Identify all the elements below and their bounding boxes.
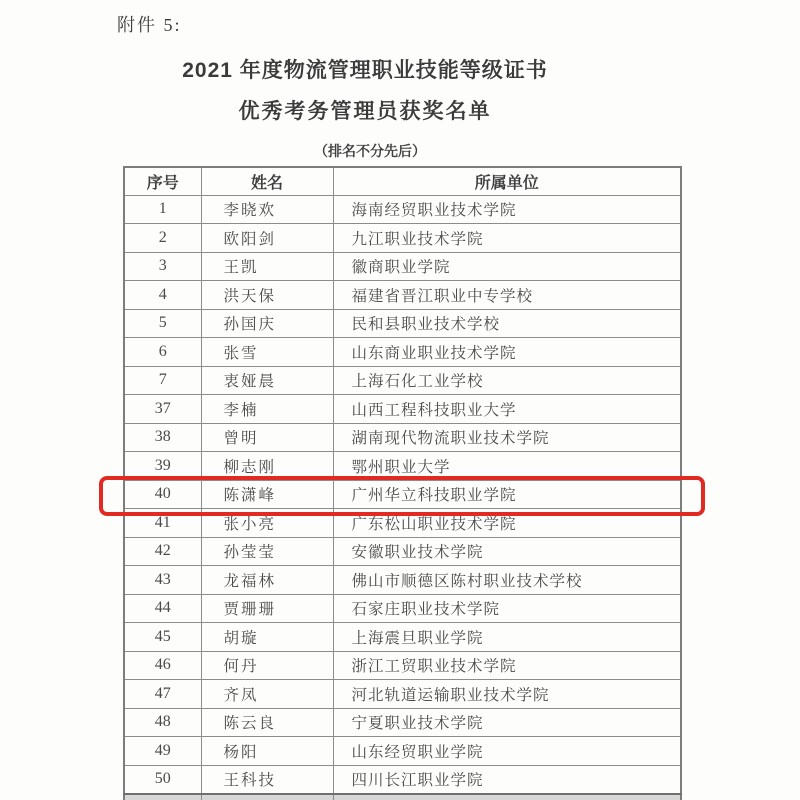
cell-unit: 山东商业职业技术学院 — [333, 338, 681, 367]
cell-number: 44 — [124, 594, 201, 623]
cell-number: 37 — [124, 395, 201, 424]
cell-number: 41 — [124, 509, 201, 538]
cell-number: 4 — [124, 281, 201, 310]
cell-name: 李晓欢 — [201, 195, 333, 224]
cell-name: 衷娅晨 — [201, 366, 333, 395]
table-row — [124, 566, 681, 595]
table-header-row — [124, 167, 681, 195]
cell-unit: 民和县职业技术学校 — [333, 309, 681, 338]
cell-unit: 鄂州职业大学 — [333, 452, 681, 481]
cell-unit: 浙江工贸职业技术学院 — [333, 651, 681, 680]
cell-name: 孙国庆 — [201, 309, 333, 338]
table-row-highlighted — [124, 480, 681, 509]
cell-name: 胡璇 — [201, 623, 333, 652]
ranking-note: （排名不分先后） — [314, 143, 426, 159]
cell-unit: 上海震旦职业学院 — [333, 623, 681, 652]
cell-unit: 上海石化工业学校 — [333, 366, 681, 395]
table-row — [124, 252, 681, 281]
table-row — [124, 281, 681, 310]
cell-unit: 安徽职业技术学院 — [333, 537, 681, 566]
cell-unit: 九江职业技术学院 — [333, 224, 681, 253]
cell-name: 贾珊珊 — [201, 594, 333, 623]
cell-unit: 宁夏职业技术学院 — [333, 708, 681, 737]
cell-name: 张雪 — [201, 338, 333, 367]
cell-name: 曾明 — [201, 423, 333, 452]
cell-name: 杨阳 — [201, 737, 333, 766]
cell-number: 50 — [124, 765, 201, 794]
clipped-cell — [124, 794, 201, 800]
cell-unit: 福建省晋江职业中专学校 — [333, 281, 681, 310]
cell-name: 齐凤 — [201, 680, 333, 709]
cell-name: 陈潇峰 — [201, 480, 333, 509]
table-row — [124, 680, 681, 709]
table-row — [124, 708, 681, 737]
cell-number: 43 — [124, 566, 201, 595]
cell-unit: 徽商职业学院 — [333, 252, 681, 281]
table-row — [124, 338, 681, 367]
cell-number: 39 — [124, 452, 201, 481]
clipped-next-row — [124, 794, 681, 800]
cell-unit: 河北轨道运输职业技术学院 — [333, 680, 681, 709]
attachment-label: 附件 5: — [117, 15, 182, 35]
table-row — [124, 737, 681, 766]
table-row — [124, 423, 681, 452]
cell-name: 何丹 — [201, 651, 333, 680]
cell-name: 孙莹莹 — [201, 537, 333, 566]
cell-number: 2 — [124, 224, 201, 253]
document-title: 2021 年度物流管理职业技能等级证书 — [182, 59, 548, 82]
cell-unit: 湖南现代物流职业技术学院 — [333, 423, 681, 452]
column-header-name: 姓名 — [201, 167, 333, 195]
cell-number: 1 — [124, 195, 201, 224]
cell-number: 48 — [124, 708, 201, 737]
cell-number: 3 — [124, 252, 201, 281]
cell-number: 40 — [124, 480, 201, 509]
cell-unit: 广东松山职业技术学院 — [333, 509, 681, 538]
cell-name: 张小亮 — [201, 509, 333, 538]
table-row — [124, 651, 681, 680]
cell-name: 龙福林 — [201, 566, 333, 595]
cell-name: 王凯 — [201, 252, 333, 281]
cell-number: 49 — [124, 737, 201, 766]
table-row — [124, 366, 681, 395]
clipped-cell — [333, 794, 681, 800]
cell-number: 47 — [124, 680, 201, 709]
cell-number: 6 — [124, 338, 201, 367]
cell-number: 5 — [124, 309, 201, 338]
table-row — [124, 623, 681, 652]
cell-number: 42 — [124, 537, 201, 566]
clipped-cell — [201, 794, 333, 800]
cell-name: 洪天保 — [201, 281, 333, 310]
column-header-no: 序号 — [124, 167, 201, 195]
document-subtitle: 优秀考务管理员获奖名单 — [238, 100, 492, 123]
cell-unit: 石家庄职业技术学院 — [333, 594, 681, 623]
column-header-unit: 所属单位 — [333, 167, 681, 195]
cell-unit: 海南经贸职业技术学院 — [333, 195, 681, 224]
cell-unit: 山西工程科技职业大学 — [333, 395, 681, 424]
cell-unit: 四川长江职业学院 — [333, 765, 681, 794]
table-row — [124, 195, 681, 224]
table-row — [124, 537, 681, 566]
table-row — [124, 509, 681, 538]
table-row — [124, 765, 681, 794]
cell-name: 欧阳剑 — [201, 224, 333, 253]
cell-name: 柳志刚 — [201, 452, 333, 481]
table-row — [124, 395, 681, 424]
cell-number: 7 — [124, 366, 201, 395]
cell-unit: 山东经贸职业学院 — [333, 737, 681, 766]
award-winners-table — [123, 166, 682, 800]
cell-unit: 广州华立科技职业学院 — [333, 480, 681, 509]
cell-unit: 佛山市顺德区陈村职业技术学校 — [333, 566, 681, 595]
cell-number: 46 — [124, 651, 201, 680]
table-row — [124, 594, 681, 623]
cell-name: 李楠 — [201, 395, 333, 424]
cell-name: 王科技 — [201, 765, 333, 794]
cell-number: 45 — [124, 623, 201, 652]
table-row — [124, 452, 681, 481]
cell-number: 38 — [124, 423, 201, 452]
table-row — [124, 224, 681, 253]
table-row — [124, 309, 681, 338]
cell-name: 陈云良 — [201, 708, 333, 737]
